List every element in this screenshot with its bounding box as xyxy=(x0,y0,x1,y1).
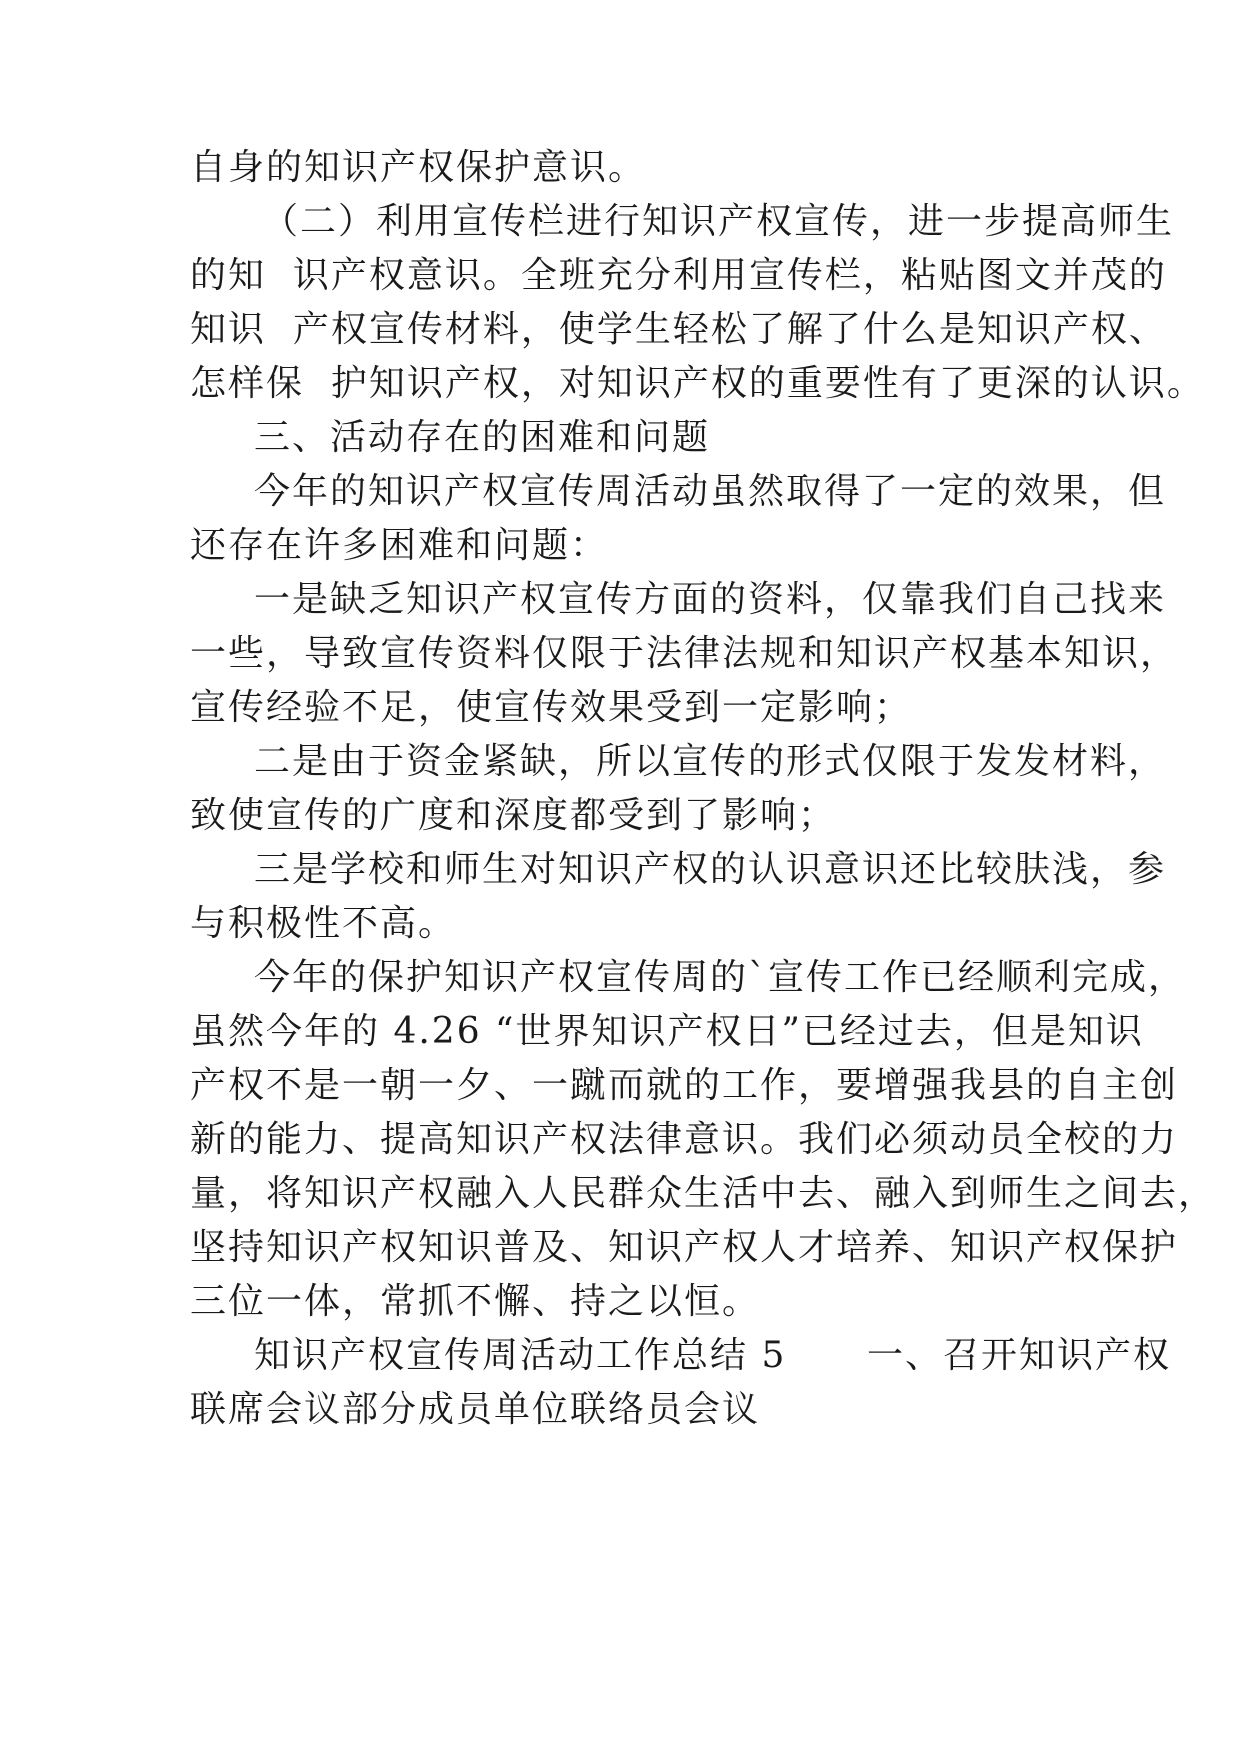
text-line: 虽然今年的 4.26 “世界知识产权日”已经过去，但是知识 xyxy=(190,1011,1144,1052)
text-line: 知识产权宣传周活动工作总结 5 一、召开知识产权 xyxy=(254,1335,1172,1376)
text-line: 怎样保 护知识产权，对知识产权的重要性有了更深的认识。 xyxy=(190,363,1205,404)
text-line: 的知 识产权意识。全班充分利用宣传栏，粘贴图文并茂的 xyxy=(190,255,1167,296)
text-line: 宣传经验不足，使宣传效果受到一定影响； xyxy=(190,687,913,728)
text-line: 知识 产权宣传材料，使学生轻松了解了什么是知识产权、 xyxy=(190,309,1167,350)
section-heading: 三、活动存在的困难和问题 xyxy=(254,417,711,458)
text-line: 一些，导致宣传资料仅限于法律法规和知识产权基本知识， xyxy=(190,633,1179,674)
text-line: 致使宣传的广度和深度都受到了影响； xyxy=(190,795,837,836)
text-line: 与积极性不高。 xyxy=(190,903,457,944)
text-line: 产权不是一朝一夕、一蹴而就的工作，要增强我县的自主创 xyxy=(190,1065,1179,1106)
text-line: 新的能力、提高知识产权法律意识。我们必须动员全校的力 xyxy=(190,1119,1179,1160)
text-line: 联席会议部分成员单位联络员会议 xyxy=(190,1389,761,1430)
text-line: 二是由于资金紧缺，所以宣传的形式仅限于发发材料， xyxy=(254,741,1167,782)
text-line: 三位一体，常抓不懈、持之以恒。 xyxy=(190,1281,761,1322)
text-line: 自身的知识产权保护意识。 xyxy=(190,147,647,188)
text-line: （二）利用宣传栏进行知识产权宣传，进一步提高师生 xyxy=(262,201,1175,242)
text-line: 今年的知识产权宣传周活动虽然取得了一定的效果，但 xyxy=(254,471,1167,512)
text-line: 今年的保护知识产权宣传周的`宣传工作已经顺利完成， xyxy=(254,957,1187,998)
text-line: 还存在许多困难和问题： xyxy=(190,525,609,566)
text-line: 一是缺乏知识产权宣传方面的资料，仅靠我们自己找来 xyxy=(254,579,1167,620)
text-line: 三是学校和师生对知识产权的认识意识还比较肤浅，参 xyxy=(254,849,1167,890)
text-line: 坚持知识产权知识普及、知识产权人才培养、知识产权保护 xyxy=(190,1227,1179,1268)
text-line: 量，将知识产权融入人民群众生活中去、融入到师生之间去， xyxy=(190,1173,1217,1214)
